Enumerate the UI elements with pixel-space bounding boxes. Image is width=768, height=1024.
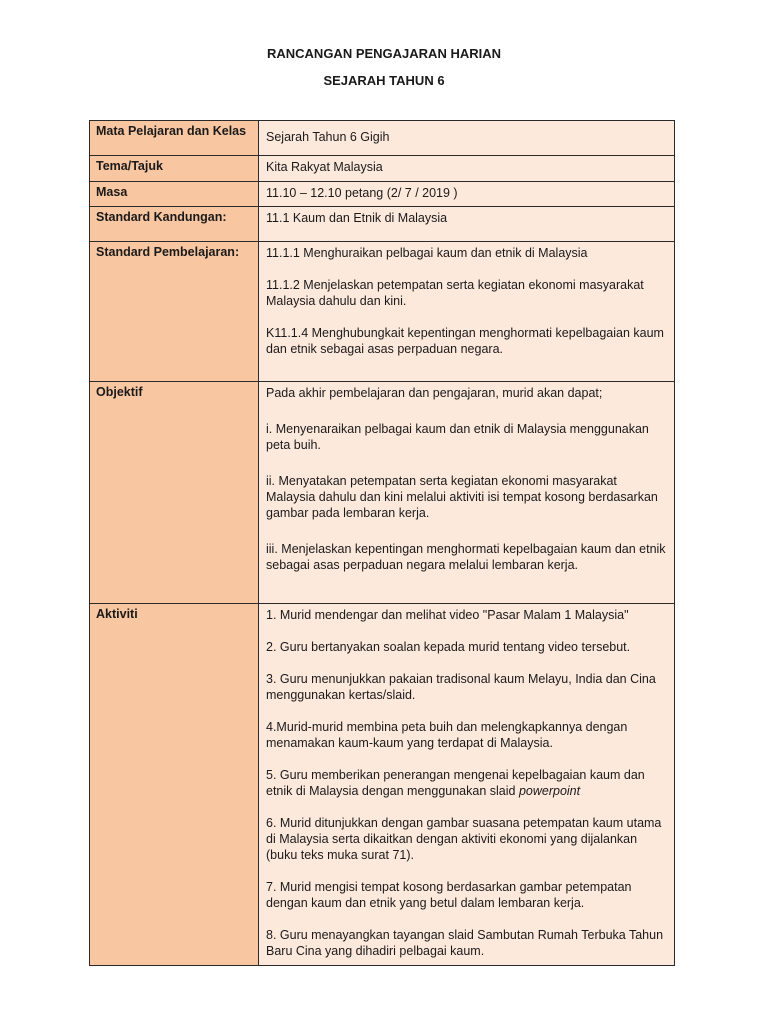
row-standard-pembelajaran [90,242,675,382]
aktiviti-item-5-text: 5. Guru memberikan penerangan mengenai kepelbagaian kaum dan etnik di Malaysia dengan menggunakan slaid [266,768,645,798]
row-standard-kandungan [90,207,675,242]
value-aktiviti [259,604,675,966]
label-aktiviti: Aktiviti [90,604,259,966]
row-mata-pelajaran [90,121,675,156]
label-tema: Tema/Tajuk [90,156,259,182]
document-subtitle: SEJARAH TAHUN 6 [323,73,445,88]
row-objektif [90,382,675,604]
aktiviti-item-5-italic: powerpoint [518,784,581,798]
aktiviti-item-4: 4.Murid-murid membina peta buih dan melengkapkannya dengan menamakan kaum-kaum yang terdapat di Malaysia. [266,720,628,750]
objektif-item-1: i. Menyenaraikan pelbagai kaum dan etnik di Malaysia menggunakan peta buih. [266,422,649,452]
aktiviti-item-8: 8. Guru menayangkan tayangan slaid Sambutan Rumah Terbuka Tahun Baru Cina yang dihadiri pelbagai kaum. [266,928,664,958]
row-aktiviti [90,604,675,966]
value-masa: 11.10 – 12.10 petang (2/ 7 / 2019 ) [259,182,675,207]
row-tema [90,156,675,182]
label-objektif: Objektif [90,382,259,604]
value-standard-pembelajaran [259,242,675,382]
label-mata-pelajaran: Mata Pelajaran dan Kelas [90,121,259,156]
value-standard-kandungan: 11.1 Kaum dan Etnik di Malaysia [259,207,675,242]
standard-item-2: 11.1.2 Menjelaskan petempatan serta kegiatan ekonomi masyarakat Malaysia dahulu dan kini. [266,278,644,308]
label-standard-pembelajaran: Standard Pembelajaran: [90,242,259,382]
aktiviti-item-1: 1. Murid mendengar dan melihat video "Pasar Malam 1 Malaysia" [266,608,629,622]
row-masa [90,182,675,207]
aktiviti-item-2: 2. Guru bertanyakan soalan kepada murid tentang video tersebut. [266,640,631,654]
aktiviti-item-5 [266,767,668,799]
label-standard-kandungan: Standard Kandungan: [90,207,259,242]
value-tema: Kita Rakyat Malaysia [259,156,675,182]
standard-item-3: K11.1.4 Menghubungkait kepentingan menghormati kepelbagaian kaum dan etnik sebagai asas perpaduan negara. [266,326,664,356]
lesson-plan-table [89,120,675,966]
aktiviti-item-3: 3. Guru menunjukkan pakaian tradisonal kaum Melayu, India dan Cina menggunakan kertas/slaid. [266,672,656,702]
objektif-item-2: ii. Menyatakan petempatan serta kegiatan ekonomi masyarakat Malaysia dahulu dan kini melalui aktiviti isi tempat kosong berdasarkan gambar pada lembaran kerja. [266,474,658,520]
document-title: RANCANGAN PENGAJARAN HARIAN [266,46,501,61]
objektif-item-3: iii. Menjelaskan kepentingan menghormati kepelbagaian kaum dan etnik sebagai asas perpaduan negara melalui lembaran kerja. [266,542,666,572]
value-objektif [259,382,675,604]
standard-item-1: 11.1.1 Menghuraikan pelbagai kaum dan etnik di Malaysia [266,246,588,260]
label-masa: Masa [90,182,259,207]
objektif-intro: Pada akhir pembelajaran dan pengajaran, murid akan dapat; [266,386,603,400]
aktiviti-item-7: 7. Murid mengisi tempat kosong berdasarkan gambar petempatan dengan kaum dan etnik yang betul dalam lembaran kerja. [266,880,632,910]
value-mata-pelajaran: Sejarah Tahun 6 Gigih [259,121,675,156]
aktiviti-item-6: 6. Murid ditunjukkan dengan gambar suasana petempatan kaum utama di Malaysia serta dikaitkan dengan aktiviti ekonomi yang dijalankan (buku teks muka surat 71). [266,816,662,862]
